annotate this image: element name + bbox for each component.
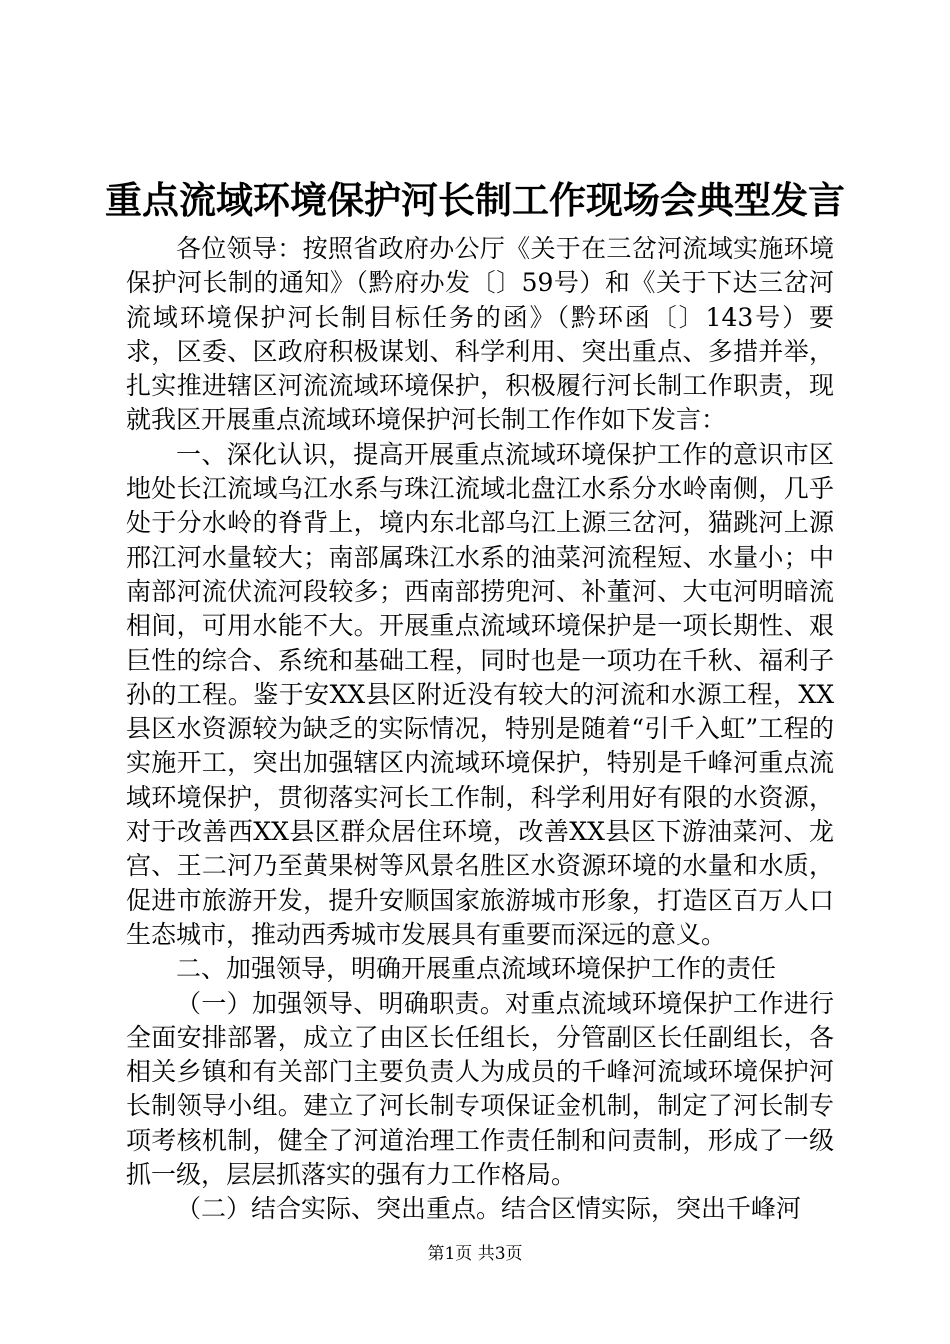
- paragraph-greeting: 各位领导：按照省政府办公厅《关于在三岔河流域实施环境保护河长制的通知》（黔府办发〔〕59号）和《关于下达三岔河流域环境保护河长制目标任务的函》（黔环函〔〕143号）要求，区委、区政府积极谋划、科学利用、突出重点、多措并举，扎实推进辖区河流流域环境保护，积极履行河长制工作职责，现就我区开展重点流域环境保护河长制工作作如下发言：: [126, 234, 834, 435]
- paragraph-subsection-2: （二）结合实际、突出重点。结合区情实际，突出千峰河: [176, 1194, 802, 1224]
- page-number-footer: 第1页 共3页: [427, 1244, 523, 1264]
- paragraph-section-1: 一、深化认识，提高开展重点流域环境保护工作的意识市区地处长江流域乌江水系与珠江流域北盘江水系分水岭南侧，几乎处于分水岭的脊背上，境内东北部乌江上源三岔河，猫跳河上源邢江河水量较大；南部属珠江水系的油菜河流程短、水量小；中南部河流伏流河段较多；西南部捞兜河、补董河、大屯河明暗流相间，可用水能不大。开展重点流域环境保护是一项长期性、艰巨性的综合、系统和基础工程，同时也是一项功在千秋、福利子孙的工程。鉴于安XX县区附近没有较大的河流和水源工程，XX县区水资源较为缺乏的实际情况，特别是随着“引千入虹”工程的实施开工，突出加强辖区内流域环境保护，特别是千峰河重点流域环境保护，贯彻落实河长工作制，科学利用好有限的水资源，对于改善西XX县区群众居住环境，改善XX县区下游油菜河、龙宫、王二河乃至黄果树等风景名胜区水资源环境的水量和水质，促进市旅游开发，提升安顺国家旅游城市形象，打造区百万人口生态城市，推动西秀城市发展具有重要而深远的意义。: [126, 439, 834, 949]
- paragraph-subsection-1: （一）加强领导、明确职责。对重点流域环境保护工作进行全面安排部署，成立了由区长任组长，分管副区长任副组长，各相关乡镇和有关部门主要负责人为成员的千峰河流域环境保护河长制领导小组。建立了河长制专项保证金机制，制定了河长制专项考核机制，健全了河道治理工作责任制和问责制，形成了一级抓一级，层层抓落实的强有力工作格局。: [126, 988, 834, 1190]
- paragraph-section-2-heading: 二、加强领导，明确开展重点流域环境保护工作的责任: [176, 954, 777, 984]
- document-title: 重点流域环境保护河长制工作现场会典型发言: [105, 178, 845, 222]
- document-body: [126, 232, 834, 1227]
